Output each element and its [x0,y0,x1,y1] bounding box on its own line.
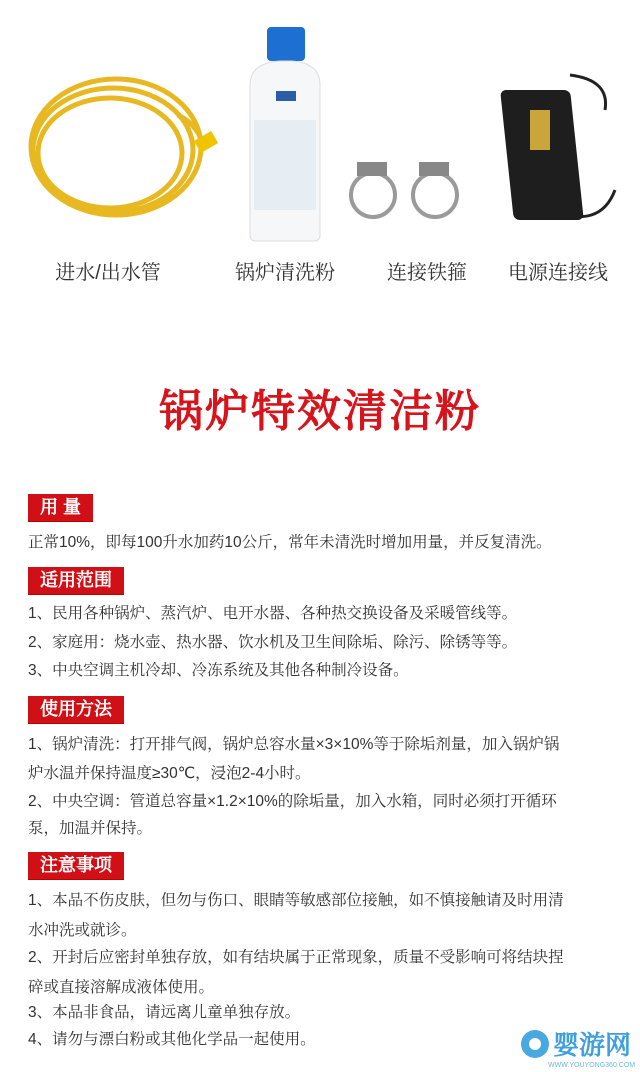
section-heading-notes: 注意事项 [28,852,124,879]
section-heading-dosage: 用 量 [28,494,93,521]
logo-icon [520,1029,550,1059]
section-text: 4、请勿与漂白粉或其他化学品一起使用。 [28,1031,316,1048]
section-text: 3、中央空调主机冷却、冷冻系统及其他各种制冷设备。 [28,662,409,679]
hose-icon [18,55,218,235]
clamp-icon [345,150,465,230]
section-text: 正常10%，即每100升水加药10公斤，常年未清洗时增加用量，并反复清洗。 [28,534,552,551]
watermark-url: WWW.YOUYONG360.COM [548,1062,636,1069]
section-text: 碎或直接溶解成液体使用。 [28,979,215,996]
section-heading-usage: 使用方法 [28,696,124,723]
bottle-icon [240,25,330,245]
section-text: 3、本品非食品，请远离儿童单独存放。 [28,1004,301,1021]
watermark-name: 婴游网 [553,1030,632,1060]
section-heading-scope: 适用范围 [28,567,124,594]
section-text: 1、锅炉清洗：打开排气阀，锅炉总容水量×3×10%等于除垢剂量，加入锅炉锅 [28,736,560,753]
page-title: 锅炉特效清洁粉 [159,387,481,436]
section-text: 2、家庭用：烧水壶、热水器、饮水机及卫生间除垢、除污、除锈等等。 [28,634,518,651]
product-label-hose: 进水/出水管 [55,262,161,284]
section-text: 2、中央空调：管道总容量×1.2×10%的除垢量，加入水箱，同时必须打开循环 [28,793,557,810]
product-label-powder: 锅炉清洗粉 [235,262,335,284]
power-adapter-icon [490,70,625,230]
section-text: 水冲洗或就诊。 [28,922,137,939]
watermark-logo [520,1025,635,1069]
section-text: 炉水温并保持温度≥30℃，浸泡2-4小时。 [28,765,311,782]
product-label-cable: 电源连接线 [508,262,608,284]
product-label-clamp: 连接铁箍 [387,262,467,284]
section-text: 2、开封后应密封单独存放，如有结块属于正常现象，质量不受影响可将结块捏 [28,949,564,966]
section-text: 1、民用各种锅炉、蒸汽炉、电开水器、各种热交换设备及采暖管线等。 [28,605,518,622]
section-text: 泵，加温并保持。 [28,820,153,837]
section-text: 1、本品不伤皮肤，但勿与伤口、眼睛等敏感部位接触，如不慎接触请及时用清 [28,892,564,909]
